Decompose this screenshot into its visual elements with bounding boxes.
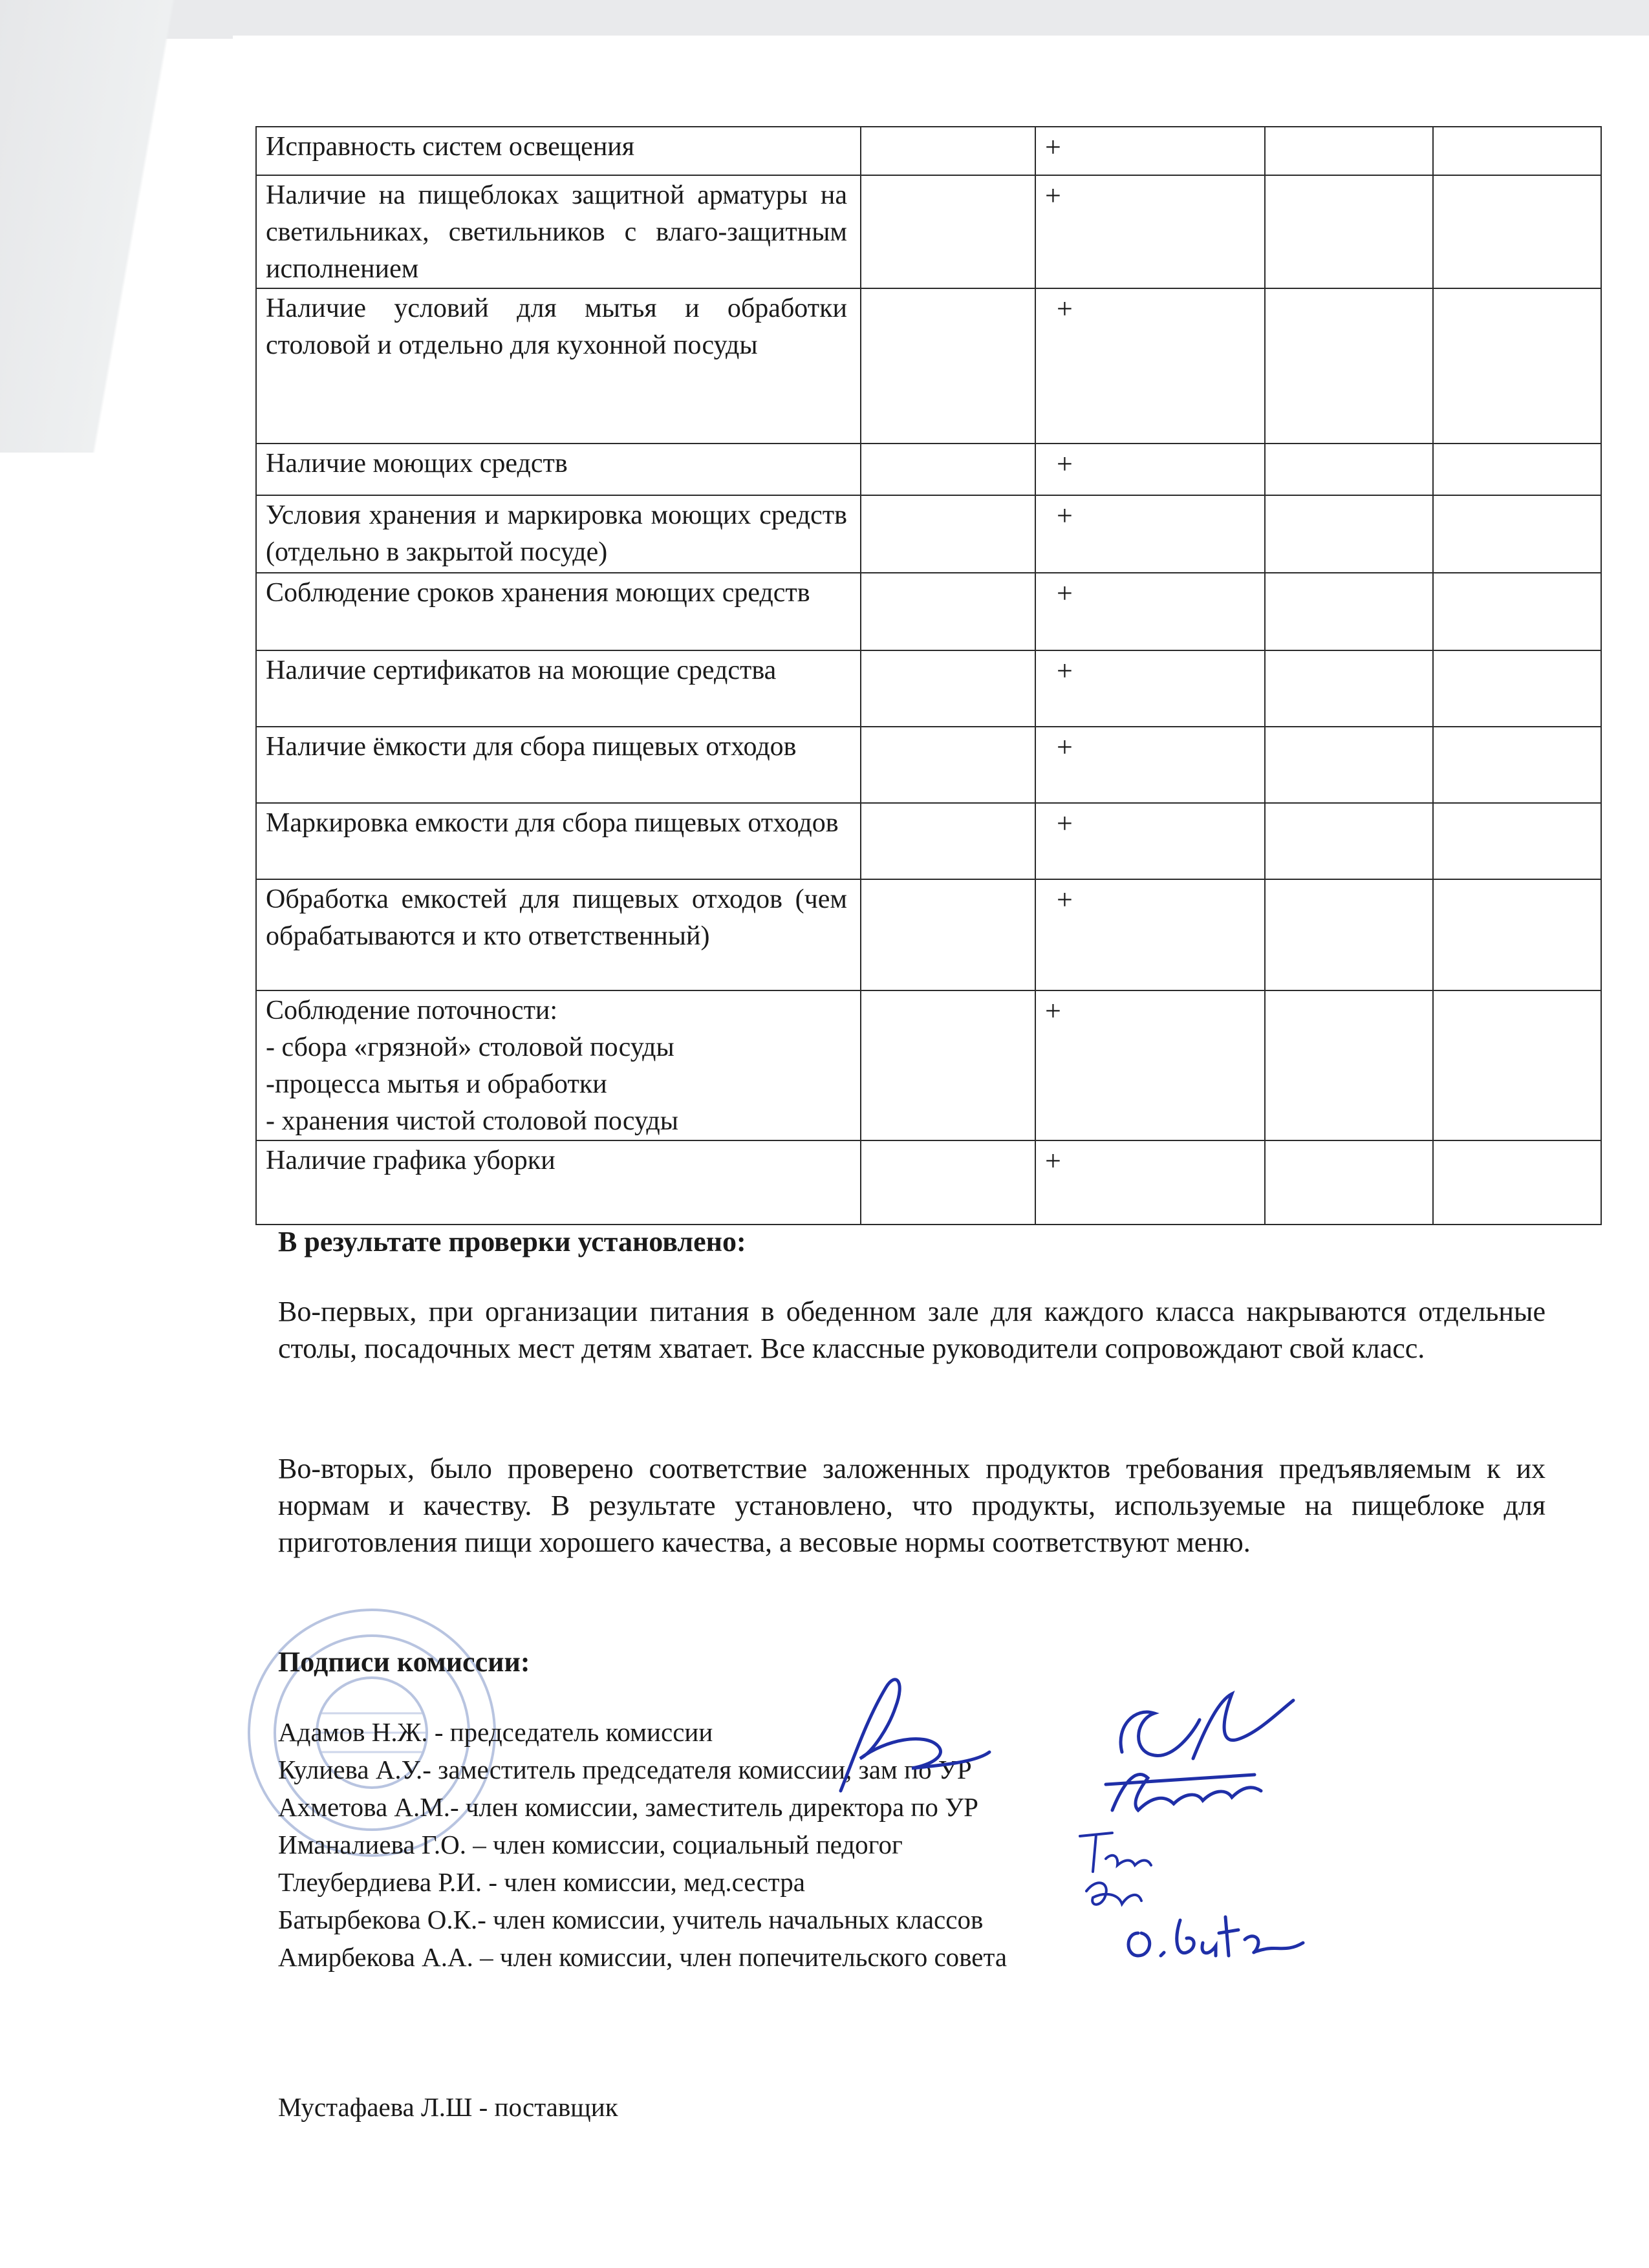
empty-cell (1433, 803, 1601, 879)
empty-cell (861, 650, 1035, 727)
criterion-line: -процесса мытья и обработки (266, 1069, 607, 1099)
table-row (256, 879, 1601, 990)
inspection-table (255, 126, 1602, 1225)
plus-mark: + (1057, 500, 1073, 531)
empty-cell (1433, 573, 1601, 650)
findings-heading: В результате проверки установлено: (278, 1226, 746, 1257)
empty-cell (861, 1140, 1035, 1225)
plus-mark: + (1057, 731, 1073, 763)
empty-cell (861, 879, 1035, 990)
plus-mark: + (1057, 577, 1073, 609)
plus-mark: + (1057, 448, 1073, 480)
empty-cell (1433, 175, 1601, 288)
criterion-cell: Соблюдение сроков хранения моющих средств (256, 573, 861, 650)
table-row (256, 444, 1601, 495)
plus-mark: + (1057, 655, 1073, 687)
plus-mark: + (1045, 131, 1061, 163)
list-item: Иманалиева Г.О. – член комиссии, социальный педогог (278, 1830, 903, 1859)
criterion-cell: Наличие на пищеблоках защитной арматуры на светильниках, светильников с влаго-защитным исполнением (256, 175, 861, 288)
table-row (256, 573, 1601, 650)
empty-cell (1265, 1140, 1433, 1225)
empty-cell (861, 444, 1035, 495)
empty-cell (1433, 650, 1601, 727)
list-item: Кулиева А.У.- заместитель председателя комиссии, зам по УР (278, 1755, 972, 1784)
empty-cell (1433, 127, 1601, 175)
table-row (256, 650, 1601, 727)
supplier-line: Мустафаева Л.Ш - поставщик (278, 2092, 618, 2122)
empty-cell (1265, 573, 1433, 650)
empty-cell (1265, 175, 1433, 288)
criterion-cell: Исправность систем освещения (256, 127, 861, 175)
table-row (256, 288, 1601, 444)
table-row (256, 495, 1601, 573)
empty-cell (1265, 495, 1433, 573)
signature-deputy-director (1099, 1759, 1267, 1830)
table-row (256, 727, 1601, 803)
empty-cell (861, 990, 1035, 1140)
criterion-cell: Наличие условий для мытья и обработки столовой и отдельно для кухонной посуды (256, 288, 861, 444)
plus-mark: + (1057, 808, 1073, 839)
criterion-cell (256, 990, 861, 1140)
plus-mark: + (1045, 1145, 1061, 1177)
table-row (256, 990, 1601, 1140)
empty-cell (1265, 990, 1433, 1140)
list-item: Ахметова А.М.- член комиссии, заместитель директора по УР (278, 1792, 978, 1822)
findings-paragraph-2: Во-вторых, было проверено соответствие заложенных продуктов требования предъявляемым к их нормам и качеству. В результате установлено, что продукты, используемые на пищеблоке для приготовления пищи хорошего качества, а весовые нормы соответствуют меню. (278, 1453, 1546, 1558)
signature-chairman (815, 1662, 1009, 1810)
criterion-cell: Наличие моющих средств (256, 444, 861, 495)
signatures-heading: Подписи комиссии: (278, 1646, 530, 1678)
table-row (256, 175, 1601, 288)
criterion-cell: Наличие сертификатов на моющие средства (256, 650, 861, 727)
empty-cell (861, 288, 1035, 444)
empty-cell (861, 127, 1035, 175)
empty-cell (1433, 727, 1601, 803)
criterion-line: - сбора «грязной» столовой посуды (266, 1032, 674, 1062)
signature-primary-teacher (1119, 1894, 1313, 1972)
empty-cell (1265, 879, 1433, 990)
empty-cell (1265, 127, 1433, 175)
empty-cell (1433, 288, 1601, 444)
empty-cell (1265, 650, 1433, 727)
empty-cell (861, 495, 1035, 573)
empty-cell (1433, 879, 1601, 990)
criterion-cell: Маркировка емкости для сбора пищевых отходов (256, 803, 861, 879)
criterion-cell: Наличие графика уборки (256, 1140, 861, 1225)
list-item: Батырбекова О.К.- член комиссии, учитель начальных классов (278, 1905, 984, 1934)
list-item: Амирбекова А.А. – член комиссии, член попечительского совета (278, 1942, 1008, 1972)
list-item: Адамов Н.Ж. - председатель комиссии (278, 1717, 713, 1747)
empty-cell (1265, 288, 1433, 444)
findings-paragraph-1: Во-первых, при организации питания в обеденном зале для каждого класса накрываются отдельные столы, посадочных мест детям хватает. Все классные руководители сопровождают свой класс. (278, 1296, 1546, 1364)
empty-cell (1433, 990, 1601, 1140)
criterion-line: Соблюдение поточности: (266, 996, 558, 1025)
plus-mark: + (1057, 884, 1073, 915)
empty-cell (1433, 1140, 1601, 1225)
empty-cell (1433, 495, 1601, 573)
table-row (256, 1140, 1601, 1225)
plus-mark: + (1045, 180, 1061, 211)
empty-cell (1433, 444, 1601, 495)
empty-cell (1265, 803, 1433, 879)
plus-mark: + (1057, 293, 1073, 325)
empty-cell (861, 175, 1035, 288)
empty-cell (861, 573, 1035, 650)
criterion-cell: Условия хранения и маркировка моющих средств (отдельно в закрытой посуде) (256, 495, 861, 573)
empty-cell (861, 727, 1035, 803)
empty-cell (1265, 727, 1433, 803)
plus-mark: + (1045, 995, 1061, 1027)
criterion-cell: Наличие ёмкости для сбора пищевых отходов (256, 727, 861, 803)
table-row (256, 803, 1601, 879)
table-row (256, 127, 1601, 175)
criterion-cell: Обработка емкостей для пищевых отходов (чем обрабатываются и кто ответственный) (256, 879, 861, 990)
criterion-line: - хранения чистой столовой посуды (266, 1106, 678, 1136)
list-item: Тлеубердиева Р.И. - член комиссии, мед.сестра (278, 1867, 805, 1897)
empty-cell (1265, 444, 1433, 495)
empty-cell (861, 803, 1035, 879)
